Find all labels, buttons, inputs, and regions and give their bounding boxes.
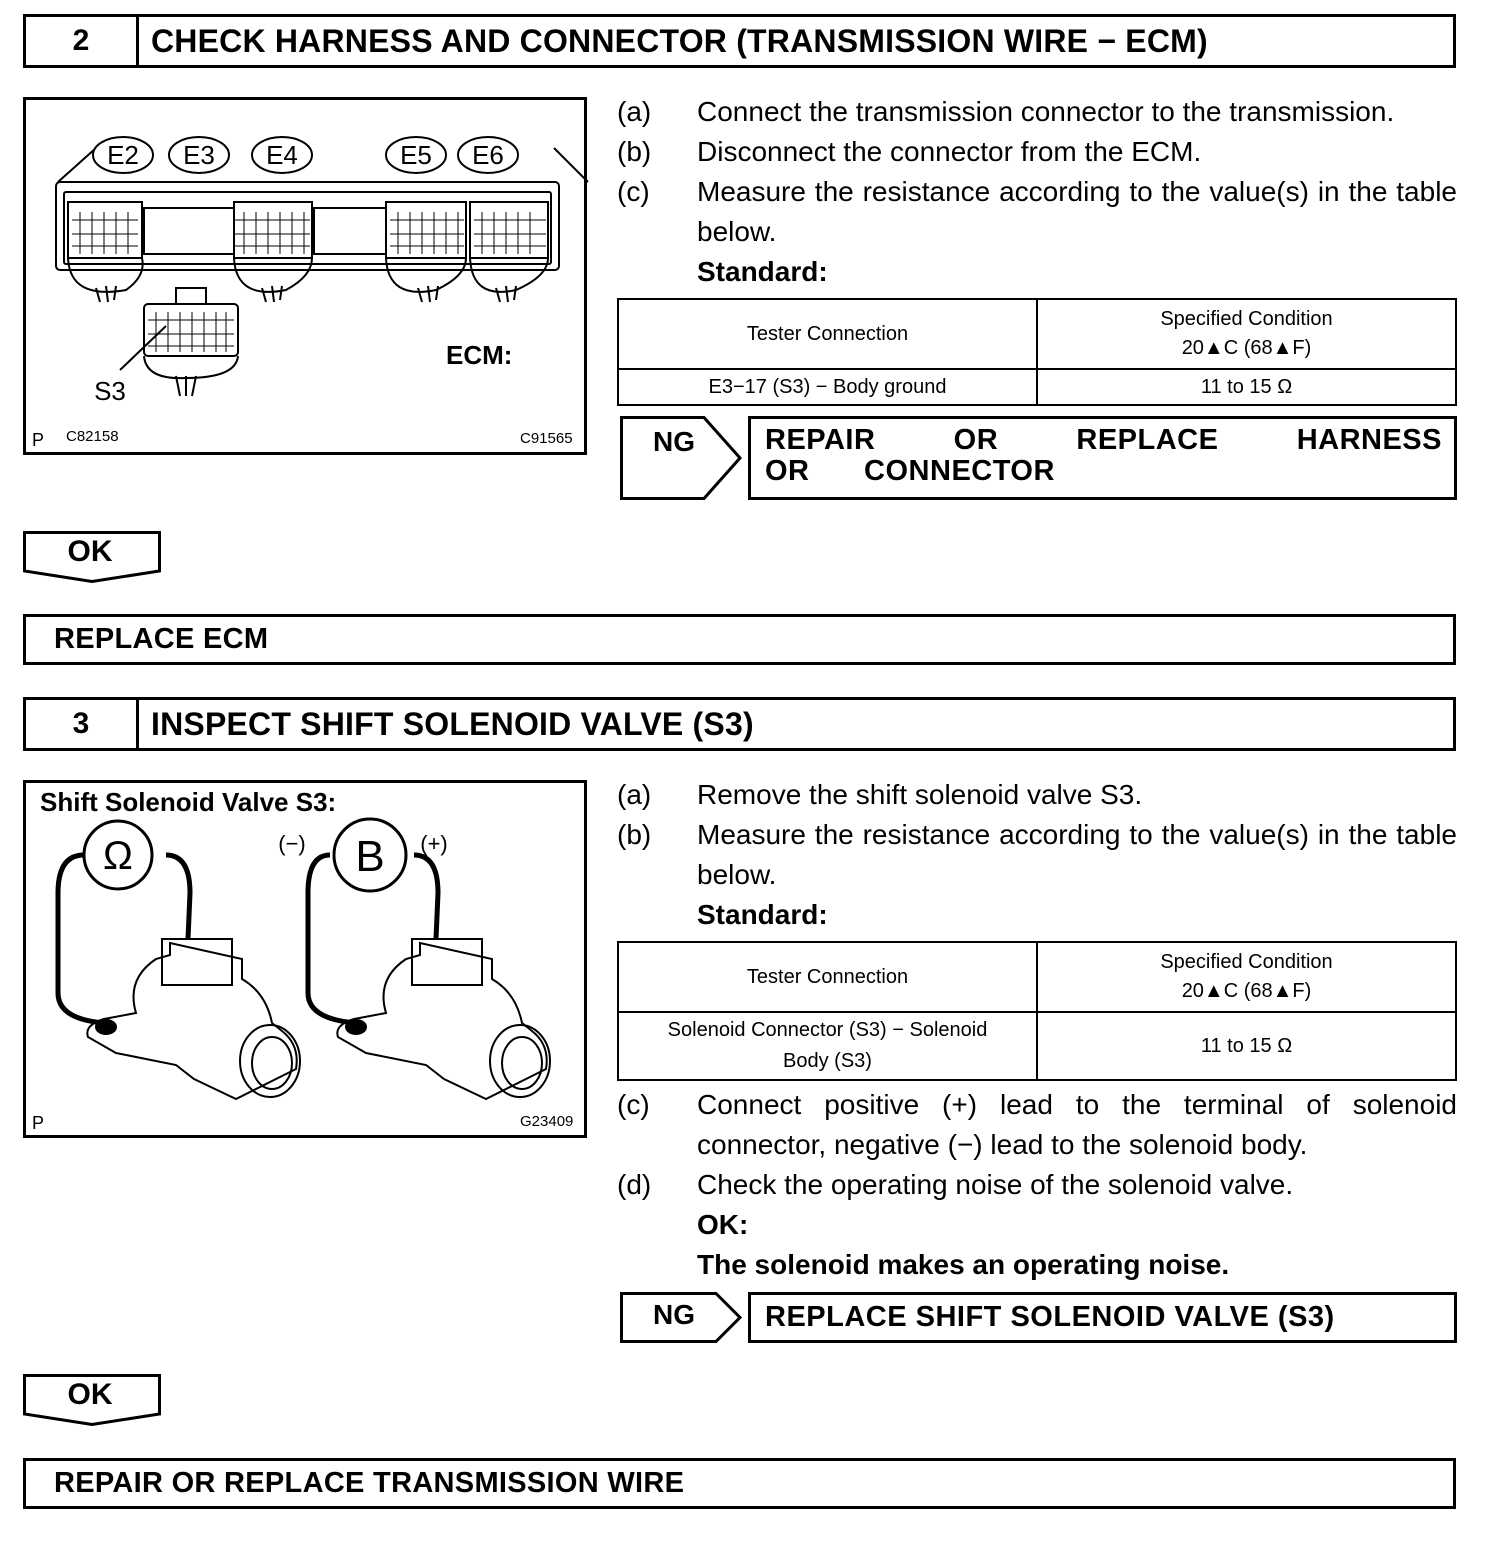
table-header-condition: Specified Condition 20▲C (68▲F) (1037, 299, 1456, 369)
section-2-result: REPLACE ECM (23, 614, 1456, 665)
section-3-spec-table (617, 941, 1457, 1081)
table-header-tester: Tester Connection (618, 942, 1037, 1012)
ohm-symbol: Ω (103, 834, 133, 878)
table-cell-connection: Solenoid Connector (S3) − Solenoid Body (S3) (618, 1012, 1037, 1080)
table-header-tester: Tester Connection (618, 299, 1037, 369)
figure-corner-mark: P (32, 1113, 45, 1133)
ok-criteria-text: The solenoid makes an operating noise. (697, 1249, 1230, 1280)
s3-pointer-label: S3 (94, 376, 126, 406)
connector-e6-label: E6 (472, 140, 504, 170)
step-2a: (a) Connect the transmission connector to the transmission. (617, 96, 1395, 127)
section-2-ng-branch (620, 416, 1457, 500)
step-3b: (b) Measure the resistance according to the value(s) in the table below. (617, 819, 1457, 890)
section-3-number: 3 (26, 700, 139, 748)
negative-lead-label: (−) (278, 831, 306, 856)
section-2-ok-arrow (23, 531, 161, 583)
ok-label: OK (67, 1378, 113, 1411)
ng-label: NG (653, 1299, 695, 1330)
ok-label: OK (67, 535, 113, 568)
step-3d: (d) Check the operating noise of the solenoid valve. (617, 1169, 1294, 1200)
ng-label: NG (653, 426, 695, 457)
connector-e2-label: E2 (107, 140, 139, 170)
section-3-result: REPAIR OR REPLACE TRANSMISSION WIRE (23, 1458, 1456, 1509)
battery-symbol: B (355, 832, 385, 881)
ng-action: REPAIR OR REPLACE HARNESS OR CONNECTOR (748, 416, 1457, 500)
ecm-label: ECM: (446, 340, 513, 370)
solenoid-drawing (26, 783, 590, 1141)
step-3a: (a) Remove the shift solenoid valve S3. (617, 779, 1143, 810)
section-3-ng-branch (620, 1292, 1457, 1343)
section-2-steps (617, 92, 1457, 292)
connector-e3-label: E3 (183, 140, 215, 170)
section-2-spec-table (617, 298, 1457, 406)
ng-arrow (620, 1292, 748, 1343)
ecm-connector-figure (23, 97, 587, 455)
figure-id: G23409 (520, 1113, 574, 1130)
connector-e5-label: E5 (400, 140, 432, 170)
section-2-number: 2 (26, 17, 139, 65)
table-cell-connection: E3−17 (S3) − Body ground (618, 369, 1037, 405)
figure-corner-mark: P (32, 430, 45, 450)
table-cell-value: 11 to 15 Ω (1037, 1012, 1456, 1080)
step-3c: (c) Connect positive (+) lead to the terminal of solenoid connector, negative (−) lead to the solenoid body. (617, 1089, 1457, 1160)
ecm-connector-drawing (26, 100, 590, 458)
positive-lead-label: (+) (420, 831, 448, 856)
table-cell-value: 11 to 15 Ω (1037, 369, 1456, 405)
section-3-steps-top (617, 775, 1457, 935)
figure-id-right: C91565 (520, 430, 573, 447)
connector-e4-label: E4 (266, 140, 298, 170)
ng-action: REPLACE SHIFT SOLENOID VALVE (S3) (748, 1292, 1457, 1343)
section-3-steps-bottom (617, 1085, 1457, 1285)
section-3-ok-arrow (23, 1374, 161, 1426)
section-3-header (23, 697, 1456, 751)
solenoid-figure-title: Shift Solenoid Valve S3: (40, 787, 337, 817)
ok-criteria-label: OK: (697, 1209, 749, 1240)
step-2c: (c) Measure the resistance according to the value(s) in the table below. (617, 176, 1457, 247)
ng-arrow (620, 416, 748, 500)
standard-label: Standard: (697, 899, 828, 930)
section-3-title: INSPECT SHIFT SOLENOID VALVE (S3) (151, 705, 754, 742)
solenoid-valve-figure (23, 780, 587, 1138)
table-header-condition: Specified Condition 20▲C (68▲F) (1037, 942, 1456, 1012)
figure-id-left: C82158 (66, 428, 119, 445)
standard-label: Standard: (697, 256, 828, 287)
section-2-header (23, 14, 1456, 68)
step-2b: (b) Disconnect the connector from the ECM. (617, 136, 1202, 167)
section-2-title: CHECK HARNESS AND CONNECTOR (TRANSMISSION WIRE − ECM) (151, 22, 1208, 59)
